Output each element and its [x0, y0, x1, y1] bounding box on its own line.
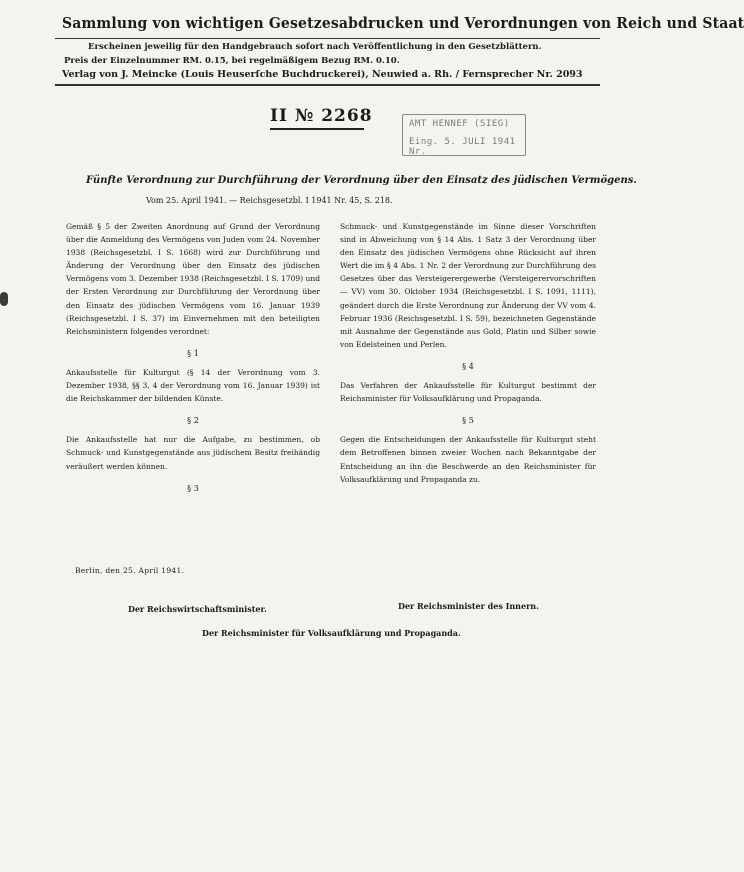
- section-4-text: Das Verfahren der Ankaufsstelle für Kulturgut bestimmt der Reichsminister für Volksaufklärung und Propaganda.: [340, 381, 596, 404]
- section-1-heading: § 1: [187, 348, 199, 358]
- place-date: Berlin, den 25. April 1941.: [75, 566, 185, 575]
- document-dateline: Vom 25. April 1941. — Reichsgesetzbl. I 1941 Nr. 45, S. 218.: [146, 196, 393, 205]
- document-title: Fünfte Verordnung zur Durchführung der Verordnung über den Einsatz des jüdischen Vermögens.: [86, 175, 637, 186]
- issue-underline: [270, 128, 364, 130]
- masthead-subtitle: Erscheinen jeweilig für den Handgebrauch sofort nach Veröffentlichung in den Gesetzblättern.: [88, 42, 542, 52]
- stamp-line-1: AMT HENNEF (SIEG): [409, 119, 510, 129]
- section-5-text: Gegen die Entscheidungen der Ankaufsstelle für Kulturgut steht dem Betroffenen binnen zweier Wochen nach Bekanntgabe der Entscheidung an ihn die Beschwerde an den Reichsminister für Volksaufklärung und Propaganda zu.: [340, 435, 596, 484]
- left-column: [66, 220, 320, 501]
- section-3-heading: § 3: [187, 483, 199, 493]
- receipt-stamp: [402, 114, 526, 156]
- price-line: Preis der Einzelnummer RM. 0.15, bei regelmäßigem Bezug RM. 0.10.: [64, 56, 400, 66]
- section-2-text: Die Ankaufsstelle hat nur die Aufgabe, zu bestimmen, ob Schmuck- und Kunstgegenstände aus jüdischem Besitz freihändig veräußert werden können.: [66, 435, 320, 471]
- preamble: Gemäß § 5 der Zweiten Anordnung auf Grund der Verordnung über die Anmeldung des Vermögens von Juden vom 24. November 1938 (Reichsgesetzbl. I S. 1668) wird zur Durchführung und Änderung der Verordnung über den Einsatz des jüdischen Vermögens vom 3. Dezember 1938 (Reichsgesetzbl. I S. 1709) und der Ersten Verordnung zur Durchführung der Verordnung über den Einsatz des jüdischen Vermögens vom 16. Januar 1939 (Reichsgesetzbl. I S. 37) im Einvernehmen mit den beteiligten Reichsministern folgendes verordnet:: [66, 222, 320, 336]
- section-5-heading: § 5: [462, 416, 474, 426]
- stamp-line-2: Eing. 5. JULI 1941 Nr.: [409, 137, 516, 157]
- header-rule: [55, 84, 600, 86]
- section-1-text: Ankaufsstelle für Kulturgut (§ 14 der Verordnung vom 3. Dezember 1938, §§ 3, 4 der Verordnung vom 16. Januar 1939) ist die Reichskammer der bildenden Künste.: [66, 367, 320, 404]
- issue-number: II № 2268: [270, 106, 373, 126]
- right-column: [340, 220, 596, 486]
- binder-hole-mark: [0, 292, 8, 306]
- signatory-economics: Der Reichswirtschaftsminister.: [128, 604, 267, 614]
- masthead-rule: [55, 38, 600, 39]
- signatory-interior: Der Reichsminister des Innern.: [398, 601, 539, 611]
- signatory-propaganda: Der Reichsminister für Volksaufklärung und Propaganda.: [202, 628, 461, 638]
- section-3-text: Schmuck- und Kunstgegenstände im Sinne dieser Vorschriften sind in Abweichung von § 14 Abs. 1 Satz 3 der Verordnung über den Einsatz des jüdischen Vermögens ohne Rücksicht auf ihren Wert die im § 4 Abs. 1 Nr. 2 der Verordnung zur Durchführung des Gesetzes über das Versteigerergewerbe (Versteigerervorschriften — VV) vom 30. Oktober 1934 (Reichsgesetzbl. I S. 1091, 1111), geändert durch die Erste Verordnung zur Änderung der VV vom 4. Februar 1936 (Reichsgesetzbl. I S. 59), bezeichneten Gegenstände mit Ausnahme der Gegenstände aus Gold, Platin und Silber sowie von Edelsteinen und Perlen.: [340, 222, 596, 349]
- publisher-line: Verlag von J. Meincke (Louis Heuserſche Buchdruckerei), Neuwied a. Rh. / Fernsprecher Nr. 2093: [62, 69, 583, 80]
- section-4-heading: § 4: [462, 361, 474, 371]
- masthead-title: Sammlung von wichtigen Gesetzesabdrucken und Verordnungen von Reich und Staat: [62, 14, 744, 32]
- section-2-heading: § 2: [187, 416, 199, 426]
